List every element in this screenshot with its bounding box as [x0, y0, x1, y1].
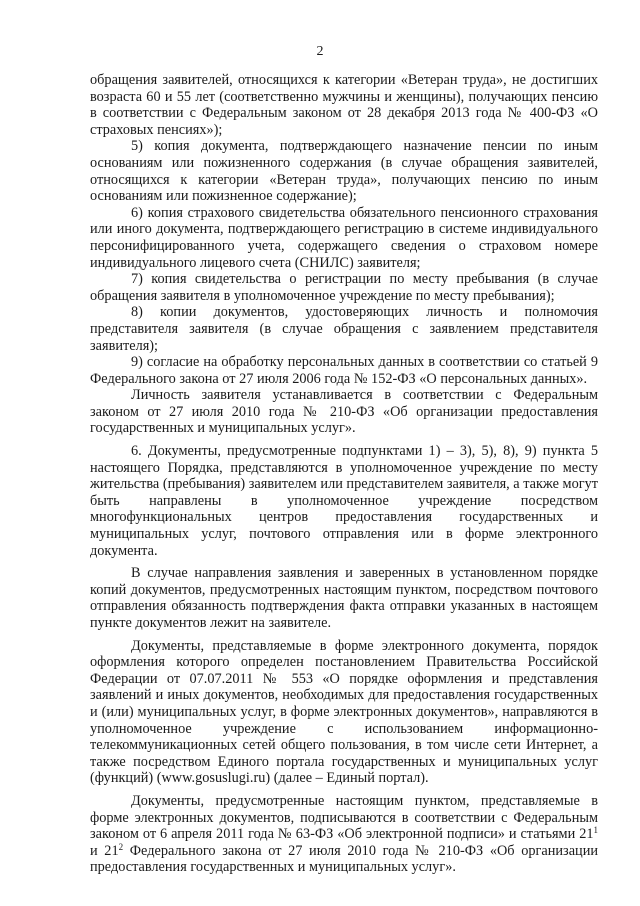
- paragraph: В случае направления заявления и заверенных в установленном порядке копий документов, предусмотренных настоящим пунктом, посредством почтового отправления обязанность подтверждения факта отправки указанных в настоящем пункте документов лежит на заявителе.: [90, 565, 598, 631]
- superscript: 1: [593, 825, 598, 836]
- page-number: 2: [316, 44, 324, 59]
- paragraph: Личность заявителя устанавливается в соответствии с Федеральным законом от 27 июля 2010 года № 210-ФЗ «Об организации предоставления государственных и муниципальных услуг».: [90, 387, 598, 437]
- paragraph: обращения заявителей, относящихся к категории «Ветеран труда», не достигших возраста 60 и 55 лет (соответственно мужчины и женщины), получающих пенсию в соответствии с Федеральным законом от 28 декабря 2013 года № 400-ФЗ «О страховых пенсиях»);: [90, 72, 598, 138]
- paragraph: 5) копия документа, подтверждающего назначение пенсии по иным основаниям или пожизненного содержания (в случае обращения заявителей, относящихся к категории «Ветеран труда», получающих пенсию по иным основаниям или пожизненное содержание);: [90, 138, 598, 205]
- document-body: [90, 72, 598, 876]
- paragraph-text: Документы, предусмотренные настоящим пунктом, представляемые в форме электронных документов, подписываются в соответствии с Федеральным законом от 6 апреля 2011 года № 63-ФЗ «Об электронной подписи» и статьями 21: [90, 792, 598, 843]
- paragraph-text: и 21: [90, 842, 119, 859]
- paragraph: 9) согласие на обработку персональных данных в соответствии со статьей 9 Федерального закона от 27 июля 2006 года № 152-ФЗ «О персональных данных».: [90, 354, 598, 387]
- paragraph: 8) копии документов, удостоверяющих личность и полномочия представителя заявителя (в случае обращения с заявлением представителя заявителя);: [90, 304, 598, 354]
- paragraph-text: Федерального закона от 27 июля 2010 года № 210-ФЗ «Об организации предоставления государственных и муниципальных услуг».: [90, 842, 598, 876]
- paragraph: 6) копия страхового свидетельства обязательного пенсионного страхования или иного документа, подтверждающего регистрацию в системе индивидуального персонифицированного учета, содержащего сведения о страховом номере индивидуального лицевого счета (СНИЛС) заявителя;: [90, 204, 598, 271]
- paragraph: 7) копия свидетельства о регистрации по месту пребывания (в случае обращения заявителя в уполномоченное учреждение по месту пребывания);: [90, 271, 598, 304]
- paragraph: Документы, представляемые в форме электронного документа, порядок оформления которого определен постановлением Правительства Российской Федерации от 07.07.2011 № 553 «О порядке оформления и представления заявлений и иных документов, необходимых для предоставления государственных и (или) муниципальных услуг, в форме электронных документов», направляются в уполномоченное учреждение с использованием информационно-телекоммуникационных сетей общего пользования, в том числе сети Интернет, а также посредством Единого портала государственных и муниципальных услуг (функций) (www.gosuslugi.ru) (далее – Единый портал).: [90, 637, 598, 787]
- paragraph: 6. Документы, предусмотренные подпунктами 1) – 3), 5), 8), 9) пункта 5 настоящего Порядка, представляются в уполномоченное учреждение по месту жительства (пребывания) заявителем или представителем заявителя, а также могут быть направлены в уполномоченное учреждение посредством многофункциональных центров предоставления государственных и муниципальных услуг, почтового отправления или в форме электронного документа.: [90, 443, 598, 559]
- superscript: 2: [118, 841, 124, 852]
- paragraph-last: [90, 793, 598, 876]
